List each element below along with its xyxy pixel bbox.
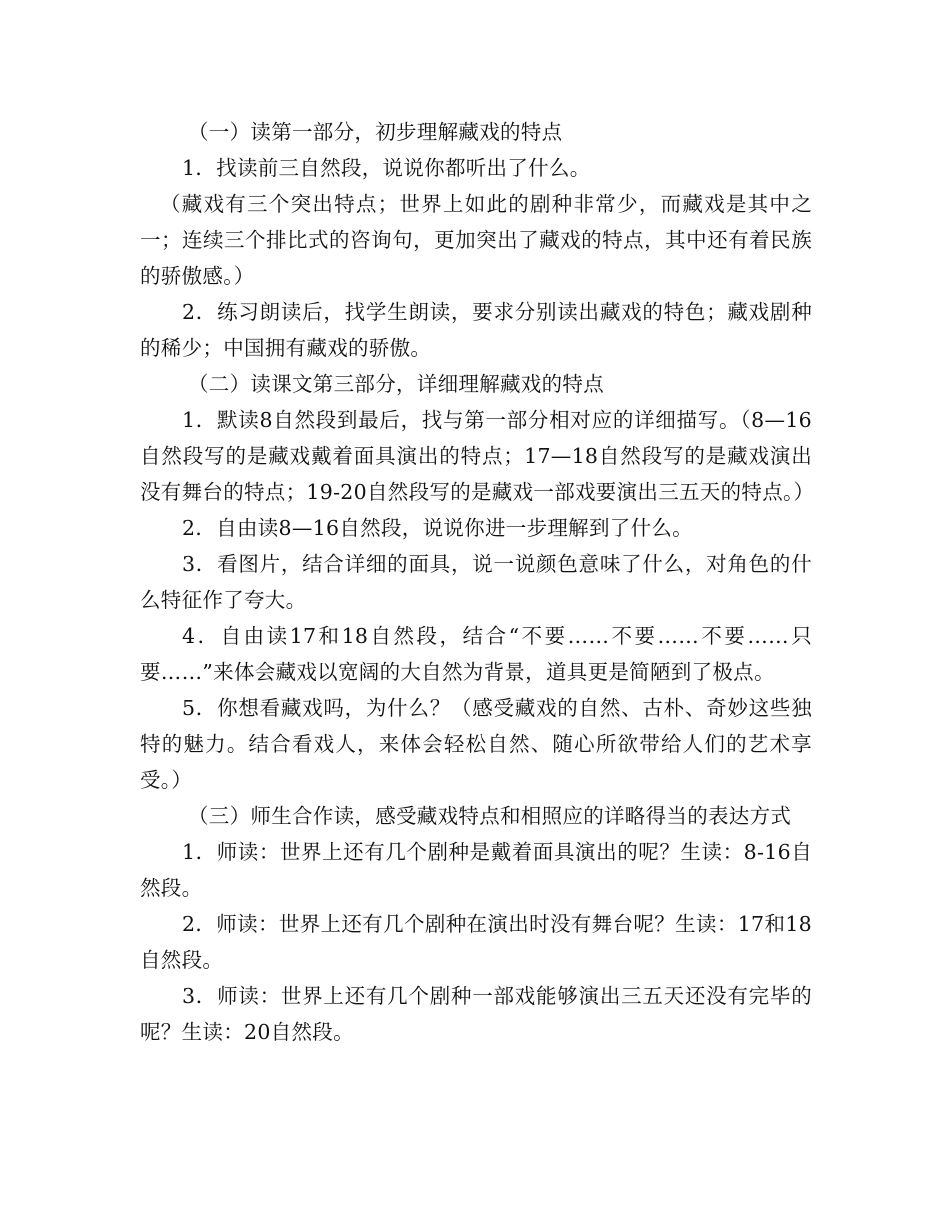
section-heading-1: （一）读第一部分，初步理解藏戏的特点 (188, 120, 563, 144)
paragraph-note: （藏戏有三个突出特点；世界上如此的剧种非常少，而藏戏是其中之一；连续三个排比式的咨询句，更加突出了藏戏的特点，其中还有着民族的骄傲感。） (140, 192, 812, 288)
section-heading-3: （三）师生合作读，感受藏戏特点和相照应的详略得当的表达方式 (188, 804, 792, 828)
document-body (140, 114, 815, 1050)
paragraph: 1．找读前三自然段，说说你都听出了什么。 (182, 156, 591, 180)
paragraph: 3．师读：世界上还有几个剧种一部戏能够演出三五天还没有完毕的呢？生读：20自然段。 (140, 984, 812, 1044)
paragraph: 2．自由读8—16自然段，说说你进一步理解到了什么。 (182, 516, 693, 540)
paragraph: 1．默读8自然段到最后，找与第一部分相对应的详细描写。（8—16自然段写的是藏戏戴着面具演出的特点；17—18自然段写的是藏戏演出没有舞台的特点；19-20自然段写的是藏戏一部戏要演出三五天的特点。） (140, 408, 815, 504)
paragraph: 2．练习朗读后，找学生朗读，要求分别读出藏戏的特色；藏戏剧种的稀少；中国拥有藏戏的骄傲。 (140, 300, 812, 360)
section-heading-2: （二）读课文第三部分，详细理解藏戏的特点 (188, 372, 604, 396)
paragraph: 1．师读：世界上还有几个剧种是戴着面具演出的呢？生读：8-16自然段。 (140, 840, 812, 900)
paragraph: 4．自由读17和18自然段，结合“不要……不要……不要……只要……”来体会藏戏以宽阔的大自然为背景，道具更是简陋到了极点。 (140, 624, 812, 684)
paragraph: 3．看图片，结合详细的面具，说一说颜色意味了什么，对角色的什么特征作了夸大。 (140, 552, 812, 612)
paragraph: 5．你想看藏戏吗，为什么？（感受藏戏的自然、古朴、奇妙这些独特的魅力。结合看戏人，来体会轻松自然、随心所欲带给人们的艺术享受。） (140, 696, 812, 792)
paragraph: 2．师读：世界上还有几个剧种在演出时没有舞台呢？生读：17和18自然段。 (140, 912, 812, 972)
